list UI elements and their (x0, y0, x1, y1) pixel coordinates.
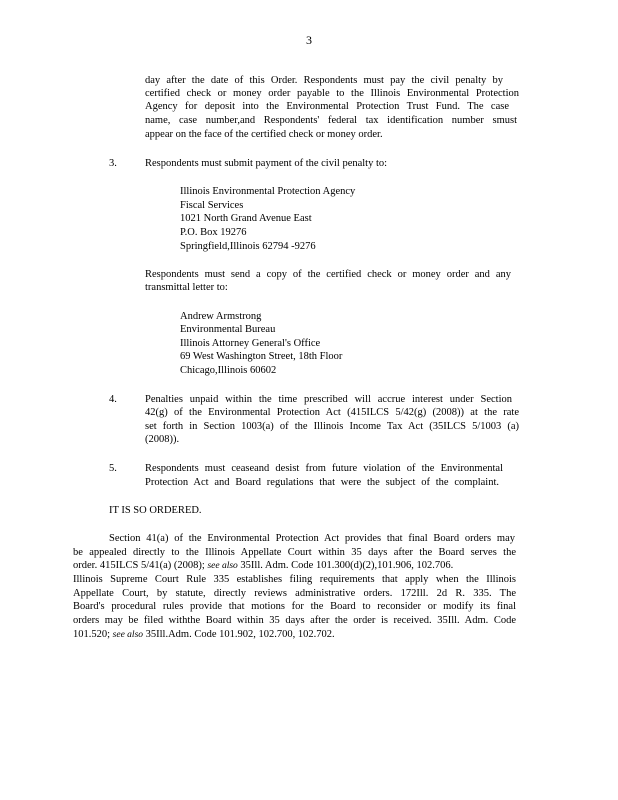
paragraph-line: certified check or money order payable to the Illinois Environmental Protection (145, 88, 519, 99)
paragraph-line: day after the date of this Order. Respondents must pay the civil penalty by (145, 75, 503, 86)
paragraph-line: Board's procedural rules provide that motions for the Board to reconsider or modify its final (73, 601, 516, 612)
item-number: 4. (109, 394, 117, 405)
item-text: 42(g) of the Environmental Protection Act (415ILCS 5/42(g) (2008)) at the rate (145, 407, 519, 418)
paragraph-line: 101.520; see also 35Ill.Adm. Code 101.902, 102.700, 102.702. (73, 629, 335, 640)
address-line: Springfield,Illinois 62794 -9276 (180, 241, 316, 252)
address-line: Environmental Bureau (180, 324, 276, 335)
paragraph-line: orders may be filed withthe Board within 35 days after the order is received. 35Ill. Adm. Code (73, 615, 516, 626)
item-text: set forth in Section 1003(a) of the Illinois Income Tax Act (35ILCS 5/1003 (a) (145, 421, 519, 432)
item-text: Respondents must ceaseand desist from future violation of the Environmental (145, 463, 503, 474)
item-text: transmittal letter to: (145, 282, 228, 293)
item-number: 3. (109, 158, 117, 169)
paragraph-line: be appealed directly to the Illinois Appellate Court within 35 days after the Board serves the (73, 547, 516, 558)
address-line: 1021 North Grand Avenue East (180, 213, 312, 224)
address-line: Illinois Attorney General's Office (180, 338, 321, 349)
address-line: Illinois Environmental Protection Agency (180, 186, 356, 197)
item-text: Penalties unpaid within the time prescribed will accrue interest under Section (145, 394, 512, 405)
paragraph-line: appear on the face of the certified check or money order. (145, 129, 383, 140)
paragraph-line: order. 415ILCS 5/41(a) (2008); see also 35Ill. Adm. Code 101.300(d)(2),101.906, 102.706. (73, 560, 454, 571)
address-line: 69 West Washington Street, 18th Floor (180, 351, 343, 362)
paragraph-line: Section 41(a) of the Environmental Protection Act provides that final Board orders may (109, 533, 515, 544)
item-text: Protection Act and Board regulations that were the subject of the complaint. (145, 477, 499, 488)
paragraph-line: Illinois Supreme Court Rule 335 establishes filing requirements that apply when the Illinois (73, 574, 516, 585)
paragraph-line: Appellate Court, by statute, directly reviews administrative orders. 172Ill. 2d R. 335. The (73, 588, 516, 599)
so-ordered: IT IS SO ORDERED. (109, 505, 202, 516)
item-text: Respondents must send a copy of the certified check or money order and any (145, 269, 511, 280)
item-text: (2008)). (145, 434, 180, 445)
address-line: P.O. Box 19276 (180, 227, 247, 238)
paragraph-line: Agency for deposit into the Environmental Protection Trust Fund. The case (145, 101, 509, 112)
page-number: 3 (306, 33, 312, 47)
item-number: 5. (109, 463, 117, 474)
address-line: Andrew Armstrong (180, 311, 262, 322)
address-line: Chicago,Illinois 60602 (180, 365, 277, 376)
paragraph-line: name, case number,and Respondents' federal tax identification number smust (145, 115, 517, 126)
address-line: Fiscal Services (180, 200, 244, 211)
item-text: Respondents must submit payment of the civil penalty to: (145, 158, 388, 169)
